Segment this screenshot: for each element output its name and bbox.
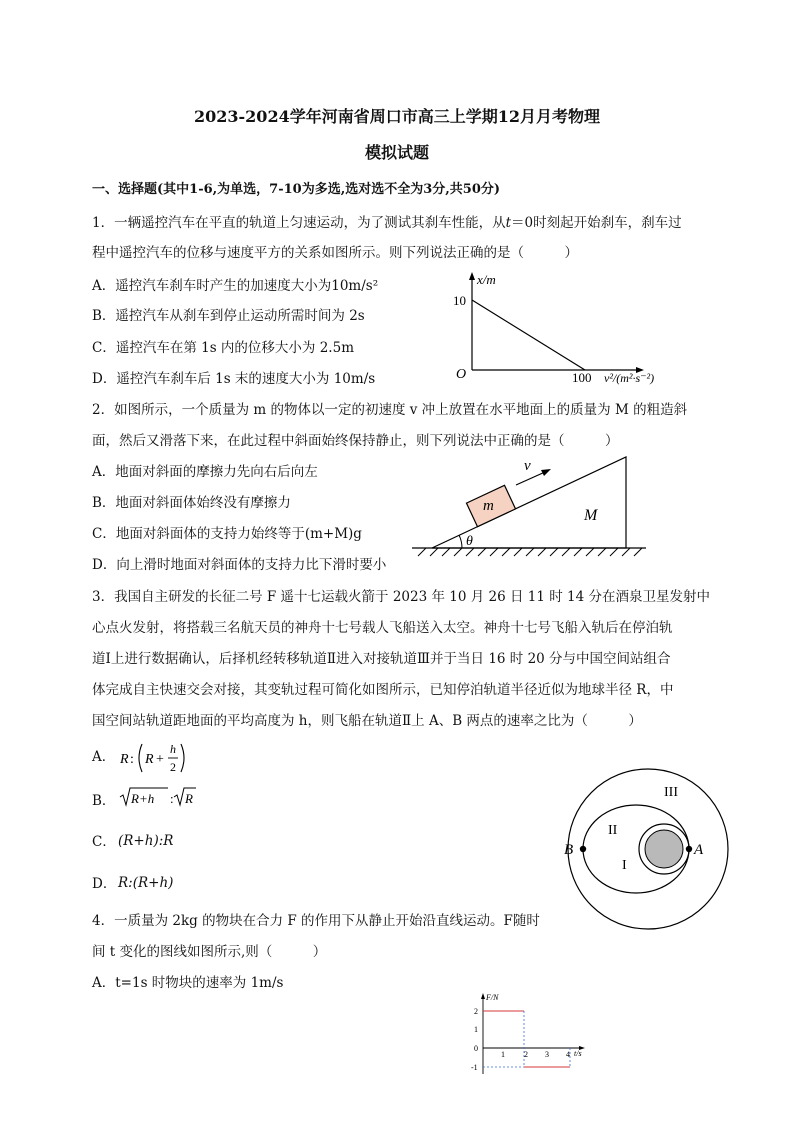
q2-velocity-label: v	[524, 458, 531, 474]
q3-stem-line3: 道Ⅰ上进行数据确认，后择机经转移轨道Ⅱ进入对接轨道Ⅲ并于当日 16 时 20 分与中国空间站组合	[92, 651, 671, 667]
q2-figure	[404, 452, 654, 562]
q1-y-tick: 10	[453, 293, 466, 308]
q3-point-a-dot	[686, 846, 692, 852]
q4-x-tick-3: 3	[545, 1050, 549, 1059]
q3-option-b-formula	[118, 784, 208, 810]
q3-option-d-label: D．	[92, 876, 117, 892]
q2-stem-line2: 面，然后又滑落下来，在此过程中斜面始终保持静止，则下列说法中正确的是（ ）	[92, 433, 619, 449]
q2-velocity-head	[541, 469, 551, 476]
q4-stem-line2: 间 t 变化的图线如图所示,则（ ）	[92, 944, 327, 960]
q4-x-label: t/s	[574, 1049, 582, 1058]
q1-option-a: A．遥控汽车刹车时产生的加速度大小为10m/s²	[92, 278, 379, 294]
q4-y-tick-0: 0	[474, 1044, 478, 1053]
svg-text:R+h: R+h	[131, 791, 155, 806]
q1-y-arrow	[469, 272, 475, 280]
q1-x-tick: 100	[572, 370, 592, 385]
q4-y-label: F/N	[486, 993, 499, 1002]
section-heading: 一、选择题(其中1-6,为单选，7-10为多选,选对选不全为3分,共50分)	[92, 182, 501, 197]
svg-text::: :	[170, 791, 174, 806]
q3-label-i: I	[622, 858, 627, 873]
q4-y-arrow	[481, 993, 485, 999]
svg-text::: :	[130, 752, 134, 767]
q3-stem-line1: 3．我国自主研发的长征二号 F 遥十七运载火箭于 2023 年 10 月 26 日 11 时 14 分在酒泉卫星发射中	[92, 589, 711, 605]
q3-option-b-label: B．	[92, 793, 116, 809]
page-subtitle: 模拟试题	[364, 143, 429, 162]
svg-text:R: R	[145, 752, 154, 767]
q3-option-a-formula	[118, 738, 198, 778]
q3-option-a-label: A．	[92, 749, 116, 765]
svg-text:R: R	[120, 752, 129, 767]
q4-y-tick-1: 1	[474, 1025, 478, 1034]
q3-option-c-label: C．	[92, 834, 116, 850]
q2-angle-label: θ	[466, 534, 473, 549]
q3-earth	[645, 830, 683, 868]
q4-stem-line1: 4．一质量为 2kg 的物块在合力 F 的作用下从静止开始沿直线运动。F随时	[92, 913, 540, 929]
q1-graph	[448, 270, 678, 388]
svg-text:R: R	[185, 791, 193, 806]
q4-y-tick-2: 2	[474, 1007, 478, 1016]
q2-ground-hatch	[418, 548, 642, 556]
svg-text:2: 2	[170, 760, 176, 774]
q2-option-c: C．地面对斜面体的支持力始终等于(m+M)g	[92, 526, 362, 542]
q3-option-d-formula: R:(R+h)	[118, 875, 174, 891]
q4-y-tick-neg1: -1	[471, 1063, 478, 1072]
q1-stem-line1: 1．一辆遥控汽车在平直的轨道上匀速运动，为了测试其刹车性能，从t＝0时刻起开始刹车，刹车过	[92, 215, 682, 231]
q1-x-label: v²/(m²·s⁻²)	[604, 371, 655, 385]
q2-option-a: A．地面对斜面的摩擦力先向右后向左	[92, 464, 318, 480]
q4-x-tick-4: 4	[566, 1050, 570, 1059]
q3-point-b-dot	[580, 846, 586, 852]
q1-option-b: B．遥控汽车从刹车到停止运动所需时间为 2s	[92, 308, 365, 324]
q3-stem-line5: 国空间站轨道距地面的平均高度为 h，则飞船在轨道Ⅱ上 A、B 两点的速率之比为（ ）	[92, 713, 642, 729]
svg-text:+: +	[156, 752, 164, 767]
q2-option-b: B．地面对斜面体始终没有摩擦力	[92, 495, 291, 511]
q3-label-iii: III	[664, 785, 678, 800]
q3-option-c-formula: (R+h):R	[118, 833, 174, 849]
svg-text:h: h	[170, 742, 176, 756]
page-title: 2023-2024学年河南省周口市高三上学期12月月考物理	[194, 107, 600, 126]
q3-orbit-figure	[560, 765, 730, 935]
q2-block-label: m	[483, 498, 494, 514]
q1-graph-line	[472, 300, 585, 370]
q3-label-ii: II	[608, 823, 618, 838]
q2-stem-line1: 2．如图所示，一个质量为 m 的物体以一定的初速度 v 冲上放置在水平地面上的质量为 M 的粗造斜	[92, 402, 688, 418]
q4-graph	[462, 990, 592, 1080]
q3-label-a: A	[694, 842, 704, 858]
q3-label-b: B	[564, 842, 574, 858]
q1-stem-line2: 程中遥控汽车的位移与速度平方的关系如图所示。则下列说法正确的是（ ）	[92, 245, 578, 261]
q1-origin: O	[456, 367, 467, 382]
q3-stem-line2: 心点火发射，将搭载三名航天员的神舟十七号载人飞船送入太空。神舟十七号飞船入轨后在停泊轨	[92, 620, 673, 636]
q1-option-d: D．遥控汽车刹车后 1s 末的速度大小为 10m/s	[92, 371, 376, 387]
q2-incline-label: M	[584, 507, 598, 524]
q1-y-label: x/m	[477, 272, 496, 287]
q4-option-a: A．t=1s 时物块的速率为 1m/s	[92, 975, 284, 991]
q4-x-tick-2: 2	[524, 1050, 528, 1059]
q1-option-c: C．遥控汽车在第 1s 内的位移大小为 2.5m	[92, 340, 354, 356]
q2-option-d: D．向上滑时地面对斜面体的支持力比下滑时要小	[92, 557, 387, 573]
q4-x-tick-1: 1	[501, 1050, 505, 1059]
q3-stem-line4: 体完成自主快速交会对接，其变轨过程可简化如图所示，已知停泊轨道半径近似为地球半径 R，中	[92, 682, 674, 698]
